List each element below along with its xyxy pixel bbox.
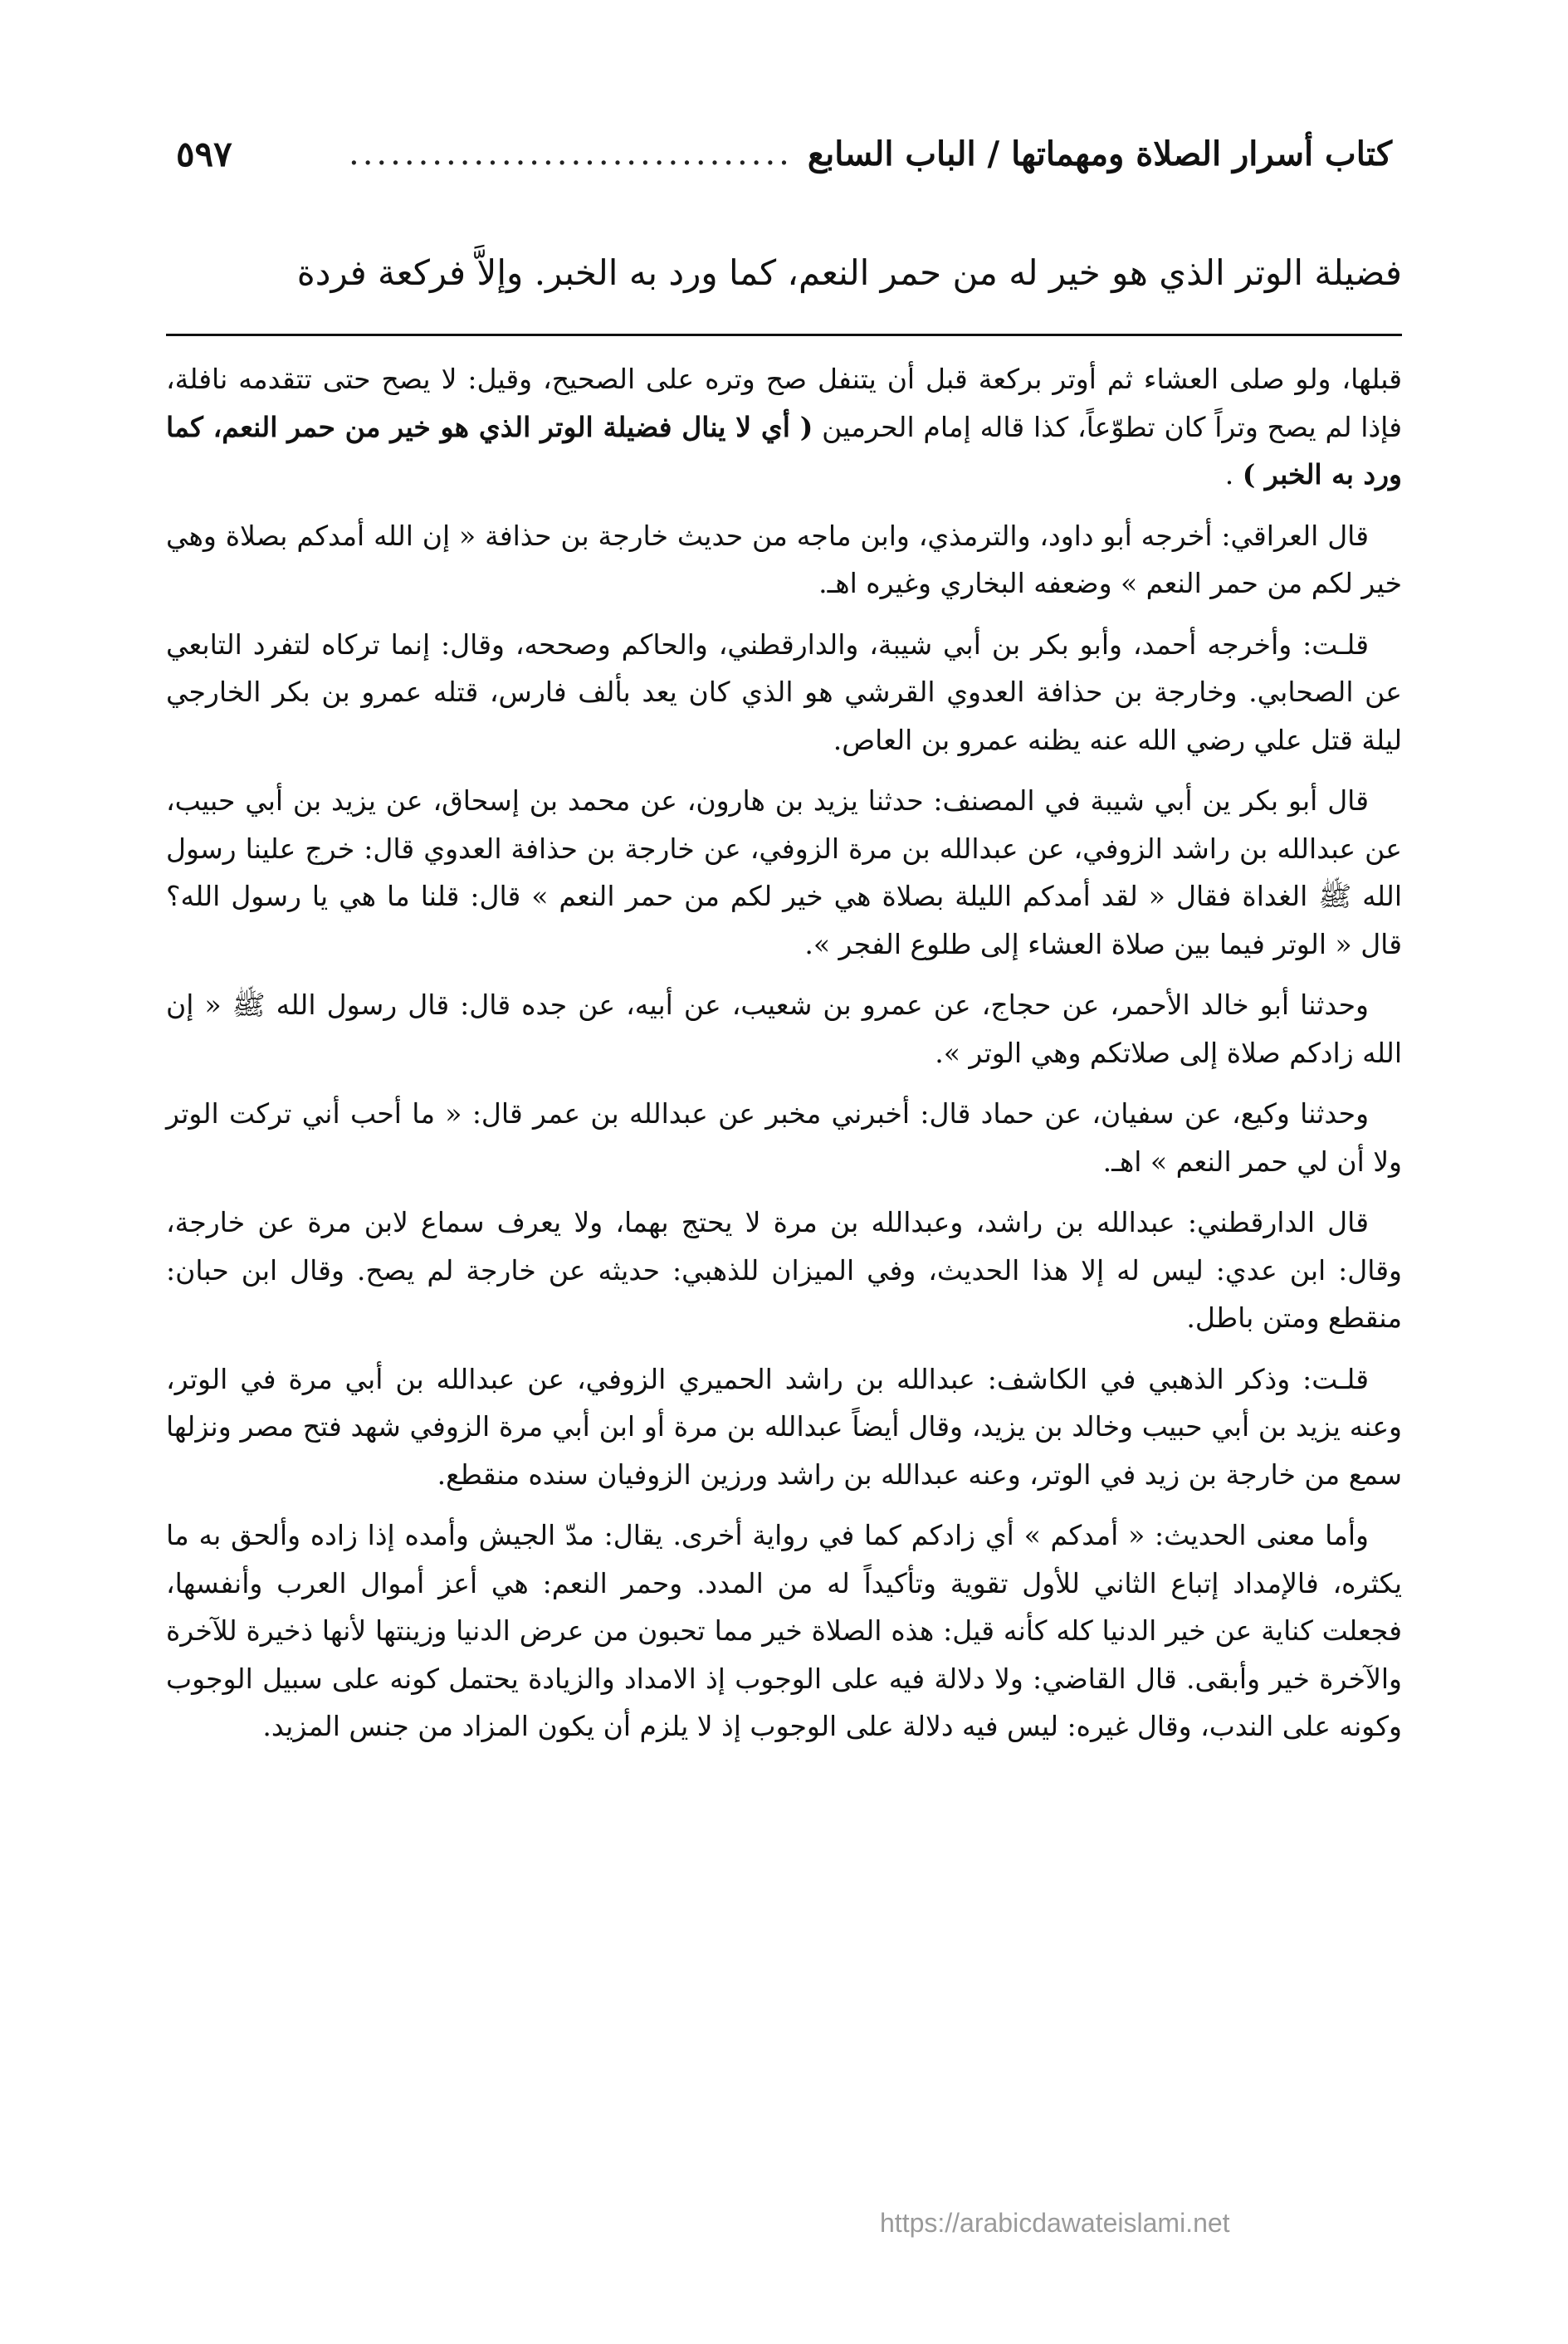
- commentary-paragraph-9: وأما معنى الحديث: « أمدكم » أي زادكم كما في رواية أخرى. يقال: مدّ الجيش وأمده إذا زاده وألحق به ما يكثره، فالإمداد إتباع الثاني للأول تقوية وتأكيداً له من المدد. وحمر النعم: هي أعز أموال العرب وأنفسها، فجعلت كناية عن خير الدنيا كله كأنه قيل: هذه الصلاة خير مما تحبون من عرض الدنيا وزينتها لأنها ذخيرة للآخرة والآخرة خير وأبقى. قال القاضي: ولا دلالة فيه على الوجوب إذ الامداد والزيادة يحتمل كونه على سبيل الوجوب وكونه على الندب، وقال غيره: ليس فيه دلالة على الوجوب إذ لا يلزم أن يكون المزاد من جنس المزيد.: [166, 1519, 1402, 1742]
- footnote-divider: [166, 334, 1402, 336]
- leader-dots: ................................: [349, 134, 793, 173]
- page-number: ٥٩٧: [176, 133, 232, 174]
- main-text-line: فضيلة الوتر الذي هو خير له من حمر النعم، كما ورد به الخبر. وإلاَّ فركعة فردة: [296, 252, 1402, 293]
- commentary-text: قبلها، ولو صلى العشاء ثم أوتر بركعة قبل أن يتنفل صح وتره على الصحيح، وقيل: لا يصح حتى تتقدمه نافلة، فإذا لم يصح وتراً كان تطوّعاً، كذا قاله إمام الحرمين: [166, 363, 1402, 443]
- commentary-paragraph-7: قال الدارقطني: عبدالله بن راشد، وعبدالله بن مرة لا يحتج بهما، ولا يعرف سماع لابن مرة عن خارجة، وقال: ابن عدي: ليس له إلا هذا الحديث، وفي الميزان للذهبي: حديثه عن خارجة لم يصح. وقال ابن حبان: منقطع ومتن باطل.: [166, 1206, 1402, 1334]
- commentary-paragraph-3: قلـت: وأخرجه أحمد، وأبو بكر بن أبي شيبة، والدارقطني، والحاكم وصححه، وقال: إنما تركاه لتفرد التابعي عن الصحابي. وخارجة بن حذافة العدوي القرشي هو الذي كان يعد بألف فارس، قتله عمرو بن بكر الخارجي ليلة قتل علي رضي الله عنه يظنه عمرو بن العاص.: [166, 628, 1402, 756]
- commentary-text-end: .: [1224, 458, 1234, 491]
- commentary-paragraph-1: [166, 355, 1402, 499]
- commentary-bold-quote: ( أي لا ينال فضيلة الوتر الذي هو خير من حمر النعم، كما ورد به الخبر ): [166, 410, 1402, 491]
- watermark-url: https://arabicdawateislami.net: [880, 2208, 1230, 2238]
- commentary-paragraph-6: وحدثنا وكيع، عن سفيان، عن حماد قال: أخبرني مخبر عن عبدالله بن عمر قال: « ما أحب أني تركت الوتر ولا أن لي حمر النعم » اهـ.: [166, 1097, 1402, 1178]
- commentary: [166, 355, 1402, 1764]
- commentary-paragraph-8: قلـت: وذكر الذهبي في الكاشف: عبدالله بن راشد الحميري الزوفي، عن عبدالله بن أبي مرة في الوتر، وعنه يزيد بن أبي حبيب وخالد بن يزيد، وقال أيضاً عبدالله بن مرة أو ابن أبي مرة الزوفي شهد فتح مصر ونزلها سمع من خارجة بن زيد في الوتر، وعنه عبدالله بن راشد ورزين الزوفيان سنده منقطع.: [166, 1362, 1402, 1491]
- chapter-title: كتاب أسرار الصلاة ومهماتها / الباب السابع: [807, 134, 1392, 173]
- commentary-paragraph-5: وحدثنا أبو خالد الأحمر، عن حجاج، عن عمرو بن شعيب، عن أبيه، عن جده قال: قال رسول الله ﷺ « إن الله زادكم صلاة إلى صلاتكم وهي الوتر ».: [166, 989, 1402, 1069]
- commentary-paragraph-4: قال أبو بكر ين أبي شيبة في المصنف: حدثنا يزيد بن هارون، عن محمد بن إسحاق، عن يزيد بن أبي حبيب، عن عبدالله بن راشد الزوفي، عن عبدالله بن مرة الزوفي، عن خارجة بن حذافة العدوي قال: خرج علينا رسول الله ﷺ الغداة فقال « لقد أمدكم الليلة بصلاة هي خير لكم من حمر النعم » قال: قلنا ما هي يا رسول الله؟ قال « الوتر فيما بين صلاة العشاء إلى طلوع الفجر ».: [166, 784, 1402, 960]
- commentary-paragraph-2: قال العراقي: أخرجه أبو داود، والترمذي، وابن ماجه من حديث خارجة بن حذافة « إن الله أمدكم بصلاة وهي خير لكم من حمر النعم » وضعفه البخاري وغيره اهـ.: [166, 519, 1402, 599]
- running-header: [176, 125, 1392, 183]
- main-text: [166, 246, 1402, 300]
